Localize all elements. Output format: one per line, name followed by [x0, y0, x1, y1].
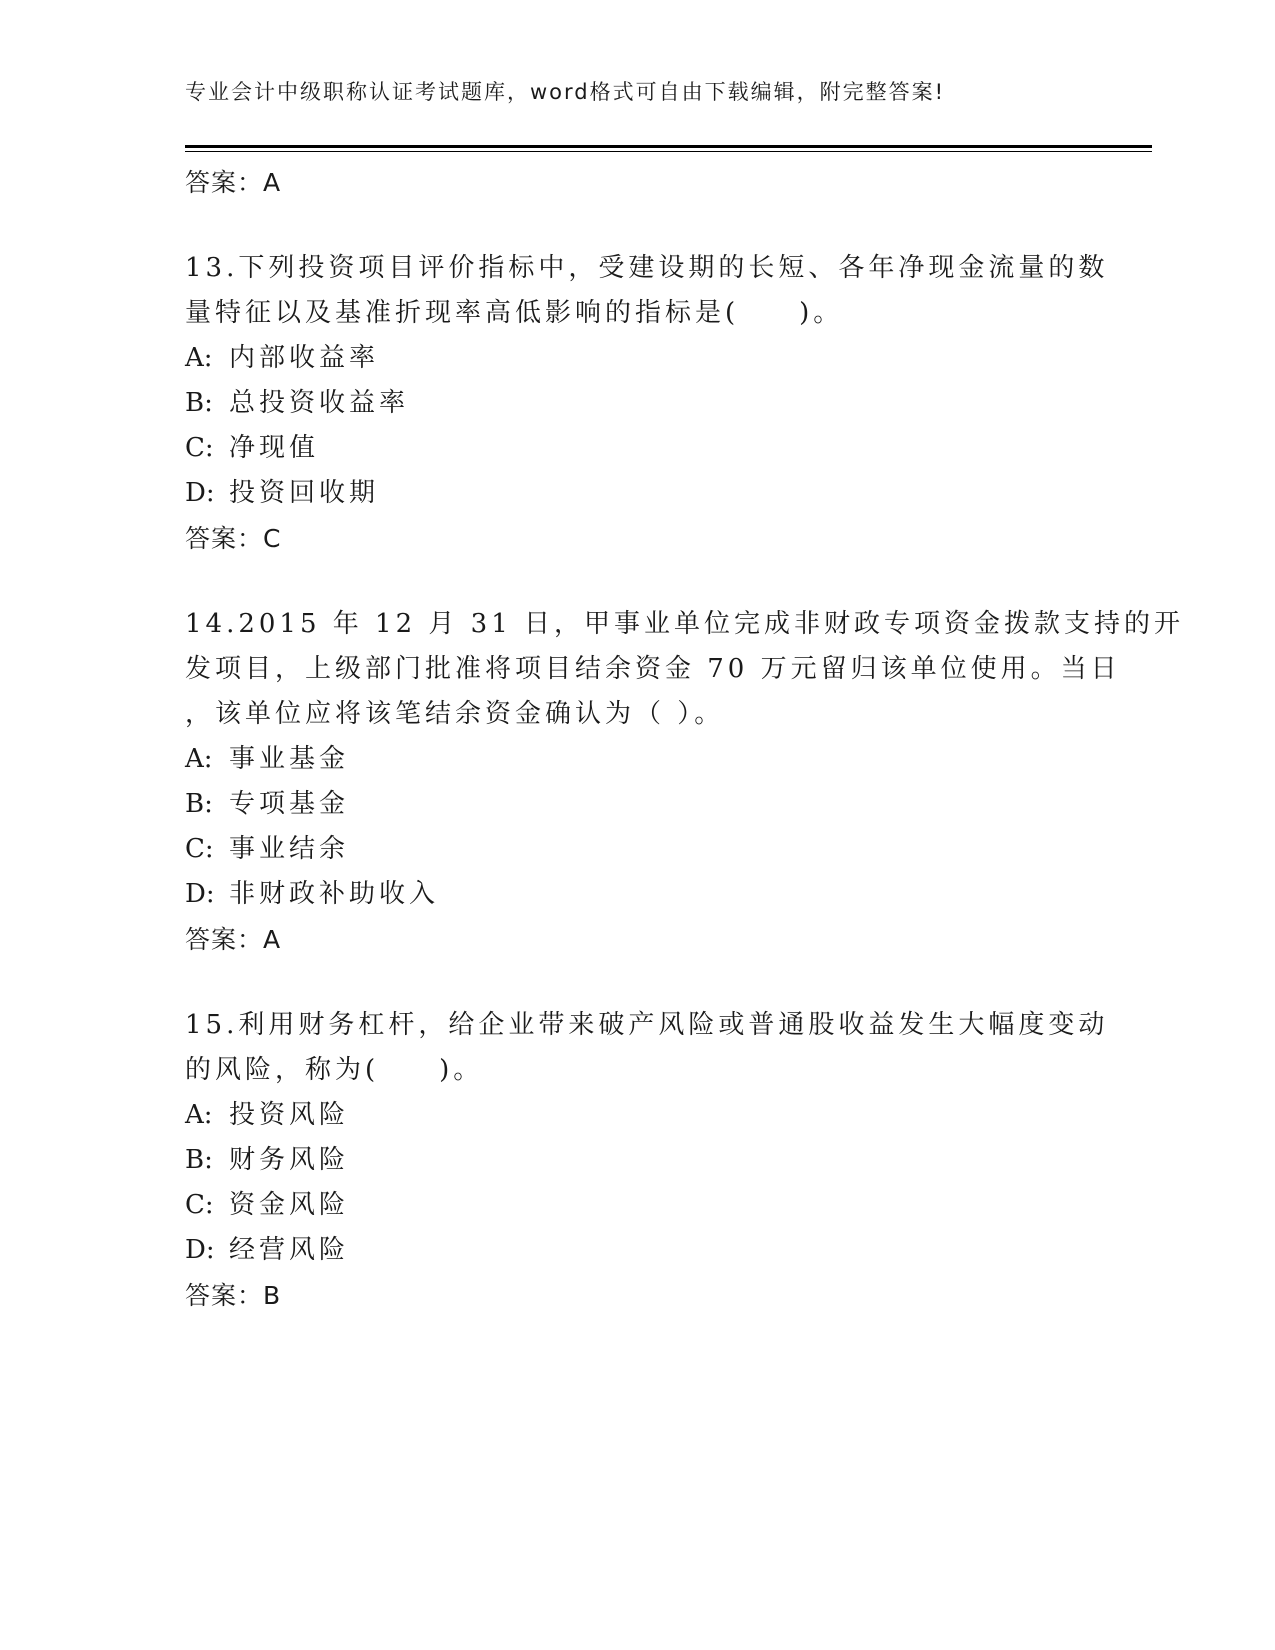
answer-line: 答案：B — [185, 1281, 282, 1310]
question-text-line: 15.利用财务杠杆，给企业带来破产风险或普通股收益发生大幅度变动 — [185, 1010, 1109, 1040]
option-c — [185, 426, 1085, 471]
option-text: 净现值 — [229, 433, 320, 463]
option-a — [185, 737, 1085, 782]
question-text-line: 量特征以及基准折现率高低影响的指标是( )。 — [185, 298, 844, 328]
answer-line: 答案：A — [185, 925, 282, 954]
answer-line: 答案：C — [185, 524, 282, 553]
option-text: 专项基金 — [229, 789, 350, 819]
option-letter: D: — [185, 879, 215, 909]
option-b — [185, 381, 1085, 426]
option-text: 非财政补助收入 — [229, 879, 440, 909]
option-a — [185, 1093, 1085, 1138]
option-c — [185, 827, 1085, 872]
option-c — [185, 1183, 1085, 1228]
option-letter: A: — [185, 744, 213, 774]
option-b — [185, 1138, 1085, 1183]
question-text-line: 14.2015 年 12 月 31 日，甲事业单位完成非财政专项资金拨款支持的开 — [185, 609, 1185, 639]
question-text-line: 13.下列投资项目评价指标中，受建设期的长短、各年净现金流量的数 — [185, 253, 1109, 283]
option-text: 财务风险 — [229, 1145, 350, 1175]
option-d — [185, 872, 1085, 917]
option-letter: A: — [185, 1100, 213, 1130]
option-letter: B: — [185, 789, 213, 819]
option-b — [185, 782, 1085, 827]
option-d — [185, 471, 1085, 516]
option-text: 事业基金 — [229, 744, 350, 774]
option-text: 投资风险 — [229, 1100, 350, 1130]
option-text: 总投资收益率 — [229, 388, 410, 418]
option-letter: B: — [185, 388, 213, 418]
question-14 — [185, 602, 1185, 963]
question-text-line: 发项目，上级部门批准将项目结余资金 70 万元留归该单位使用。当日 — [185, 654, 1121, 684]
option-letter: A: — [185, 343, 213, 373]
option-letter: C: — [185, 1190, 214, 1220]
option-d — [185, 1228, 1085, 1273]
option-letter: C: — [185, 834, 214, 864]
question-text-line: 的风险，称为( )。 — [185, 1055, 484, 1085]
header-rule-thin — [185, 151, 1152, 152]
option-letter: D: — [185, 478, 215, 508]
option-text: 资金风险 — [229, 1190, 350, 1220]
question-text-line: ，该单位应将该笔结余资金确认为（ ）。 — [185, 699, 725, 729]
option-letter: B: — [185, 1145, 213, 1175]
option-letter: C: — [185, 433, 214, 463]
option-a — [185, 336, 1085, 381]
option-text: 投资回收期 — [229, 478, 380, 508]
question-15 — [185, 1003, 1109, 1319]
previous-answer: 答案：A — [185, 168, 282, 197]
option-text: 经营风险 — [229, 1235, 350, 1265]
option-letter: D: — [185, 1235, 215, 1265]
option-text: 事业结余 — [229, 834, 350, 864]
header-rule-thick — [185, 145, 1152, 148]
page-header: 专业会计中级职称认证考试题库，word格式可自由下载编辑，附完整答案! — [185, 80, 946, 104]
option-text: 内部收益率 — [229, 343, 380, 373]
question-13 — [185, 246, 1109, 562]
question-list — [185, 160, 1185, 1319]
